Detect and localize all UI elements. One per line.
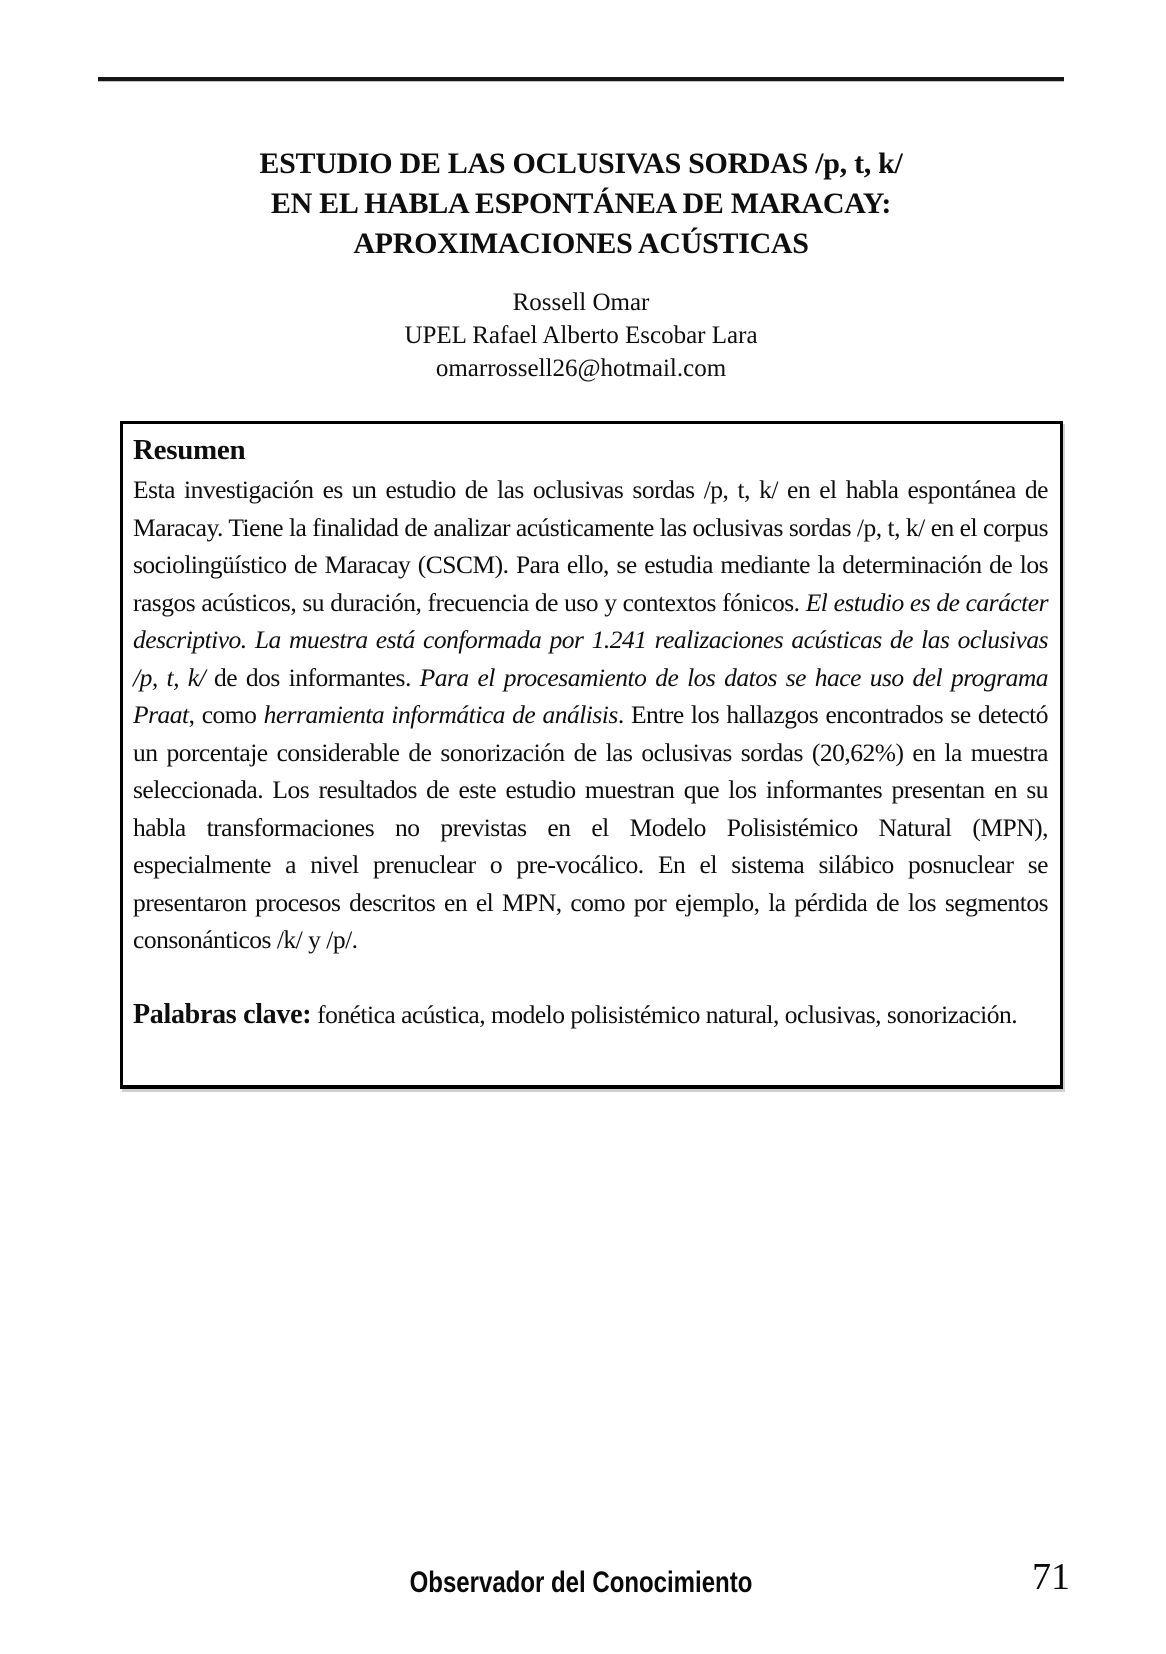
article-title-line-1: ESTUDIO DE LAS OCLUSIVAS SORDAS /p, t, k/ (259, 147, 903, 180)
abstract-box (120, 421, 1063, 1089)
title-block (98, 144, 1064, 385)
article-title-line-2: EN EL HABLA ESPONTÁNEA DE MARACAY: (270, 187, 892, 220)
abstract-text (133, 471, 1048, 959)
page-number: 71 (1032, 1556, 1070, 1598)
keywords-block (133, 996, 1048, 1034)
author-block (98, 286, 1064, 385)
abstract-run: de dos informantes. (214, 662, 420, 692)
abstract-run: , como (188, 700, 264, 729)
author-email: omarrossell26@hotmail.com (435, 355, 727, 382)
abstract-run: Esta investigación es un estudio de las oclusivas sordas /p, t, k/ en el habla espontánea de Maracay. Tiene la finalidad de analizar acústicamente las oclusivas sordas /p, t, k/ en el corpus sociolingüístico de Maracay (CSCM). Para ello, se estudia mediante la determinación de los rasgos acústicos, su duración, frecuencia de uso y contextos fónicos. (133, 475, 1048, 617)
abstract-run: herramienta informática de análisis (263, 700, 618, 729)
abstract-heading: Resumen (133, 434, 246, 466)
top-rule (98, 77, 1064, 81)
article-title-line-3: APROXIMACIONES ACÚSTICAS (353, 227, 809, 260)
journal-name: Observador del Conocimiento (409, 1566, 753, 1599)
abstract-run: Para el procesamiento de los datos se hace uso del programa Praat (133, 662, 1049, 729)
abstract-run: El estudio es de carácter descriptivo. La muestra está conformada por 1.241 realizaciones acústicas de las oclusivas /p, t, k/ (133, 587, 1048, 692)
author-affiliation: UPEL Rafael Alberto Escobar Lara (404, 322, 758, 349)
article-title (98, 144, 1064, 264)
keywords-text: fonética acústica, modelo polisistémico natural, oclusivas, sonorización. (311, 999, 1018, 1029)
author-name: Rossell Omar (512, 289, 650, 316)
abstract-run: . Entre los hallazgos encontrados se detectó un porcentaje considerable de sonorización de las oclusivas sordas (20,62%) en la muestra seleccionada. Los resultados de este estudio muestran que los informantes presentan en su habla transformaciones no previstas en el Modelo Polisistémico Natural (MPN), especialmente a nivel prenuclear o pre-vocálico. En el sistema silábico posnuclear se presentaron procesos descritos en el MPN, como por ejemplo, la pérdida de los segmentos consonánticos /k/ y /p/. (133, 700, 1048, 954)
keywords-label: Palabras clave: (133, 998, 312, 1030)
